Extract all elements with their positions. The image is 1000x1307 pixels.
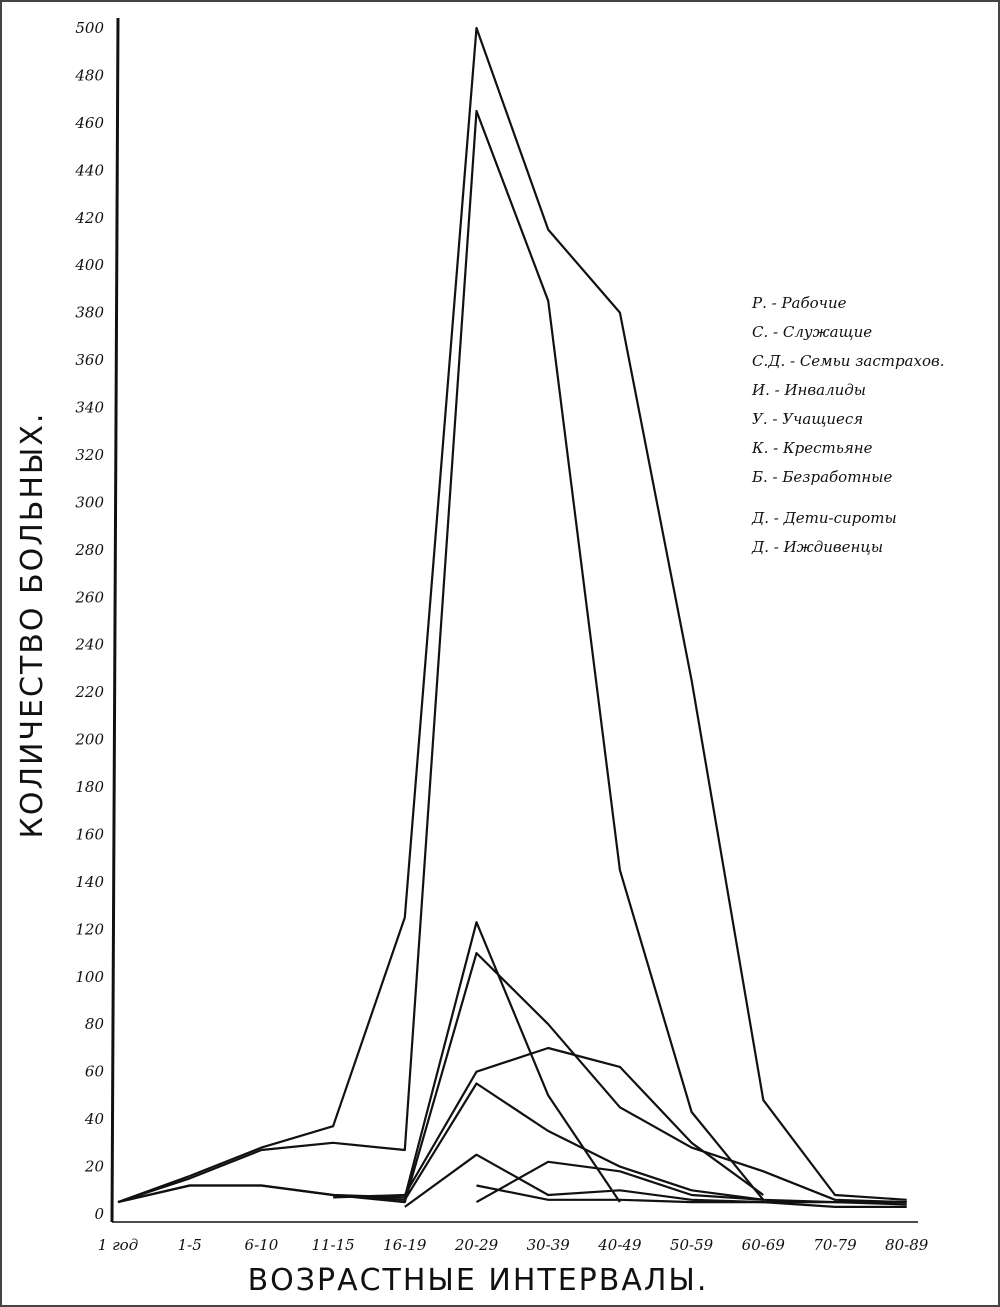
x-tick-label: 30-39 — [526, 1236, 570, 1254]
y-tick-label: 220 — [75, 683, 104, 702]
y-tick-label: 500 — [75, 19, 104, 37]
y-tick-label: 360 — [75, 351, 104, 370]
x-tick-label: 20-29 — [454, 1236, 499, 1254]
y-tick-label: 100 — [75, 967, 104, 986]
y-tick-label: 240 — [75, 635, 104, 654]
y-tick-label: 480 — [75, 66, 104, 85]
legend-entry: К. - Крестьяне — [752, 439, 873, 457]
y-tick-label: 80 — [84, 1015, 104, 1034]
y-tick-label: 120 — [75, 920, 104, 939]
y-tick-label: 300 — [75, 493, 104, 512]
y-tick-label: 380 — [75, 303, 104, 322]
y-axis-title: КОЛИЧЕСТВО БОЛЬНЫХ. — [15, 411, 50, 839]
y-tick-label: 440 — [75, 161, 104, 180]
x-tick-label: 16-19 — [383, 1236, 427, 1254]
y-tick-label: 200 — [75, 730, 104, 749]
y-tick-label: 60 — [84, 1062, 104, 1081]
legend-entry: Р. - Рабочие — [752, 294, 847, 312]
x-tick-label: 70-79 — [813, 1236, 857, 1254]
y-tick-label: 0 — [94, 1205, 104, 1223]
y-tick-label: 400 — [75, 256, 104, 275]
legend-entry: И. - Инвалиды — [752, 381, 867, 399]
y-tick-label: 40 — [84, 1110, 104, 1129]
legend-entry: С. - Служащие — [752, 323, 873, 341]
y-tick-label: 420 — [75, 208, 104, 227]
legend-entry: У. - Учащиеся — [752, 410, 864, 428]
x-tick-label: 1 год — [97, 1236, 139, 1254]
y-tick-label: 460 — [75, 113, 104, 132]
y-tick-label: 180 — [75, 778, 104, 797]
x-axis-title: ВОЗРАСТНЫЕ ИНТЕРВАЛЫ. — [247, 1263, 709, 1298]
x-tick-label: 80-89 — [885, 1236, 929, 1254]
legend-entry: Б. - Безработные — [752, 468, 893, 486]
x-tick-label: 40-49 — [598, 1236, 642, 1254]
scan-border — [1, 1, 999, 1306]
y-tick-label: 280 — [75, 540, 104, 559]
y-tick-label: 20 — [84, 1157, 104, 1176]
x-tick-label: 50-59 — [669, 1236, 714, 1254]
y-tick-label: 140 — [75, 872, 104, 891]
y-tick-label: 320 — [75, 445, 104, 464]
legend-entry: Д. - Иждивенцы — [752, 538, 884, 556]
legend-entry: Д. - Дети-сироты — [752, 509, 897, 527]
y-tick-label: 160 — [75, 825, 104, 844]
y-tick-label: 260 — [75, 588, 104, 607]
y-tick-label: 340 — [75, 398, 104, 417]
legend-entry: С.Д. - Семьи застрахов. — [752, 352, 945, 370]
x-tick-label: 1-5 — [177, 1236, 202, 1254]
x-tick-label: 60-69 — [741, 1236, 785, 1254]
x-tick-label: 6-10 — [244, 1236, 279, 1254]
x-tick-label: 11-15 — [311, 1236, 355, 1254]
